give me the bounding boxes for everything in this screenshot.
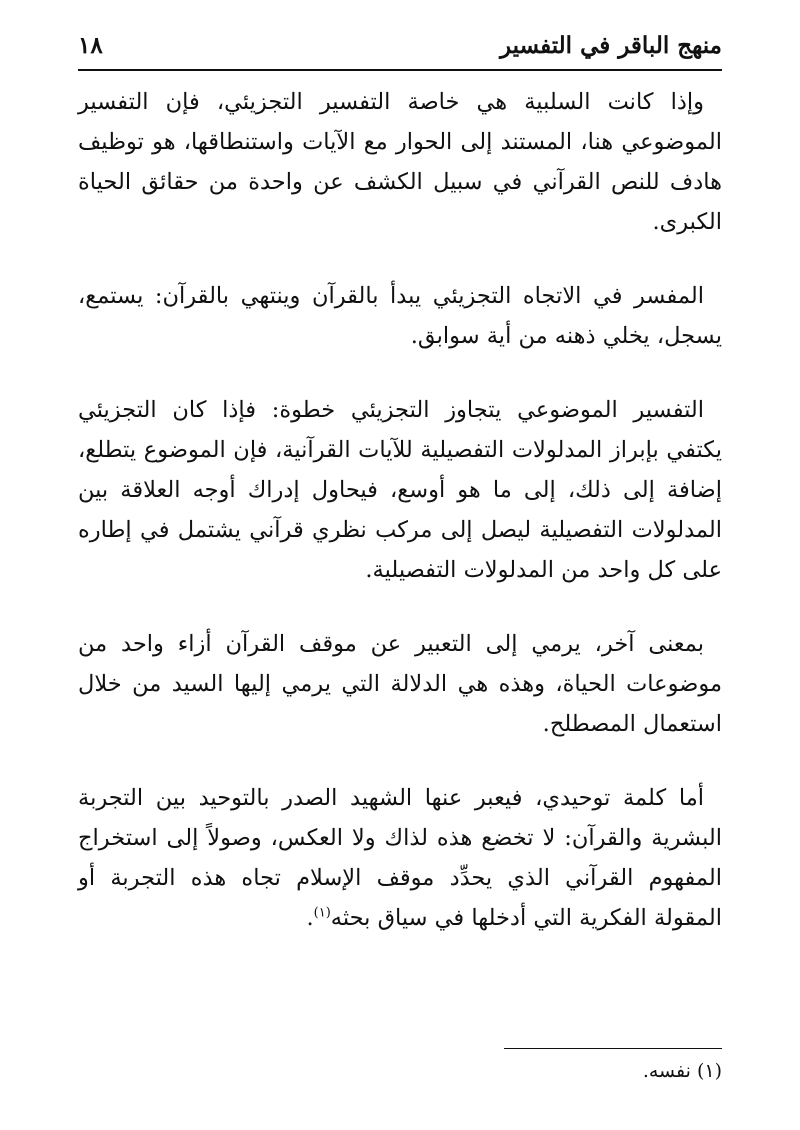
body-text [78, 82, 722, 972]
footnote-text: نفسه. [642, 1060, 691, 1082]
footnote-rule [504, 1048, 722, 1049]
paragraph-5 [78, 778, 722, 938]
paragraph-text: المفسر في الاتجاه التجزيئي يبدأ بالقرآن وينتهي بالقرآن: يستمع، يسجل، يخلي ذهنه من أية سوابق. [78, 283, 722, 349]
paragraph-1 [78, 82, 722, 242]
page-number: ١٨ [78, 32, 103, 59]
paragraph-text: أما كلمة توحيدي، فيعبر عنها الشهيد الصدر بالتوحيد بين التجربة البشرية والقرآن: لا تخضع هذه لذاك ولا العكس، وصولاً إلى استخراج المفهوم القرآني الذي يحدِّد موقف الإسلام تجاه هذه التجربة أو المقولة الفكرية التي أدخلها في سياق بحثه [78, 785, 722, 931]
paragraph-4 [78, 624, 722, 744]
paragraph-3 [78, 390, 722, 590]
paragraph-text: التفسير الموضوعي يتجاوز التجزيئي خطوة: فإذا كان التجزيئي يكتفي بإبراز المدلولات التفصيلية للآيات القرآنية، فإن الموضوع يتطلع، إضافة إلى ذلك، إلى ما هو أوسع، فيحاول إدراك أوجه العلاقة بين المدلولات التفصيلية ليصل إلى مركب نظري قرآني يشتمل في إطاره على كل واحد من المدلولات التفصيلية. [78, 397, 722, 583]
paragraph-end-mark: . [306, 905, 314, 931]
footnote [643, 1060, 722, 1082]
paragraph-2 [78, 276, 722, 356]
running-header [78, 30, 722, 64]
header-rule [78, 69, 722, 71]
paragraph-text: وإذا كانت السلبية هي خاصة التفسير التجزيئي، فإن التفسير الموضوعي هنا، المستند إلى الحوار مع الآيات واستنطاقها، هو توظيف هادف للنص القرآني في سبيل الكشف عن واحدة من حقائق الحياة الكبرى. [78, 89, 722, 235]
running-title: منهج الباقر في التفسير [499, 32, 722, 59]
paragraph-text: بمعنى آخر، يرمي إلى التعبير عن موقف القرآن أزاء واحد من موضوعات الحياة، وهذه هي الدلالة التي يرمي إليها السيد من خلال استعمال المصطلح. [78, 631, 722, 737]
footnote-marker: (١) [696, 1060, 722, 1082]
footnote-reference[interactable]: (١) [313, 905, 331, 921]
